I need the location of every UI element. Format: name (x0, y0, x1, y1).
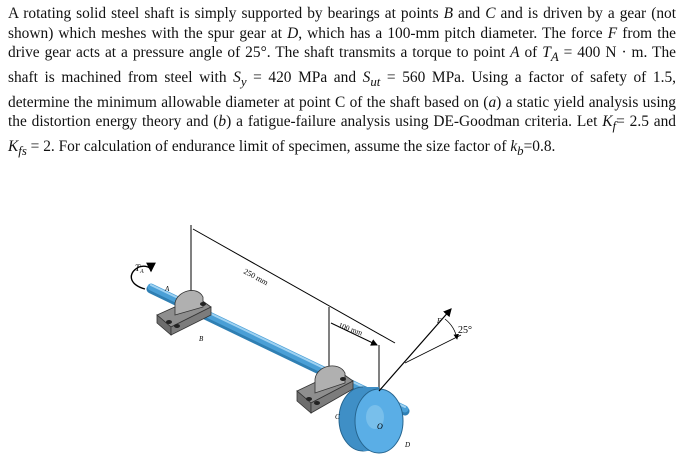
dimension-label-100: 100 mm (337, 320, 364, 338)
dimension-label-250: 250 mm (242, 266, 270, 288)
problem-text: ) a fatigue-failure analysis using DE-Goodman criteria. Let (226, 113, 603, 131)
label-ta: $T_A$ (135, 263, 144, 275)
problem-text: = 2.5 and (616, 113, 676, 131)
var-kb: k (510, 137, 518, 155)
var-kf: K (602, 113, 613, 131)
label-b: B (199, 335, 204, 343)
pressure-angle-label: 25° (458, 325, 472, 336)
var-f: F (607, 24, 618, 42)
problem-text: of (519, 44, 543, 62)
part-b: b (218, 113, 227, 131)
label-c: C (335, 413, 340, 421)
var-a: A (510, 44, 520, 62)
angle-arc (445, 319, 457, 339)
problem-text: = 420 MPa and (246, 68, 363, 86)
var-kb-sub: b (517, 143, 524, 158)
var-ta: T (542, 44, 551, 62)
var-b: B (443, 5, 453, 22)
var-kf-sub: f (612, 119, 617, 134)
var-sy-sub: y (240, 74, 247, 89)
var-c: C (485, 5, 496, 22)
problem-text: from the drive gear acts at a pressure angle of 25°. The shaft transmits a torque to point (8, 24, 676, 62)
var-d: D (287, 24, 299, 42)
problem-statement (8, 4, 676, 161)
label-f: F (437, 317, 442, 325)
label-d: D (405, 441, 411, 449)
shaft-diagram (115, 215, 535, 471)
problem-text: ) a static yield analysis using the distortion energy theory and ( (8, 93, 677, 131)
var-kfs: K (8, 137, 19, 155)
spur-gear (339, 387, 403, 453)
problem-text: =0.8. (523, 137, 556, 155)
shaft-figure (115, 215, 535, 471)
problem-text: = 400 N · m. The shaft is machined from steel with (8, 44, 676, 86)
reference-line (405, 335, 461, 363)
problem-text: A rotating solid steel shaft is simply supported by bearings at points (8, 5, 444, 22)
problem-text: = 2. For calculation of endurance limit of specimen, assume the size factor of (26, 137, 511, 155)
problem-text: , which has a 100-mm pitch diameter. The force (298, 24, 608, 42)
problem-text: and (453, 5, 486, 22)
label-a: A (165, 285, 170, 293)
var-ta-sub: A (550, 50, 559, 65)
var-sy: S (233, 68, 241, 86)
var-kfs-sub: fs (18, 143, 27, 158)
problem-text: and is driven by a gear (not shown) which meshes with the spur gear at (8, 5, 676, 42)
var-sut: S (362, 68, 371, 86)
label-o: O (377, 422, 383, 431)
part-a: a (488, 93, 497, 111)
problem-text: = 560 MPa. Using a factor of safety of 1.5, determine the minimum allowable diameter at point C of the shaft based on ( (8, 68, 676, 111)
var-sut-sub: ut (370, 74, 381, 89)
